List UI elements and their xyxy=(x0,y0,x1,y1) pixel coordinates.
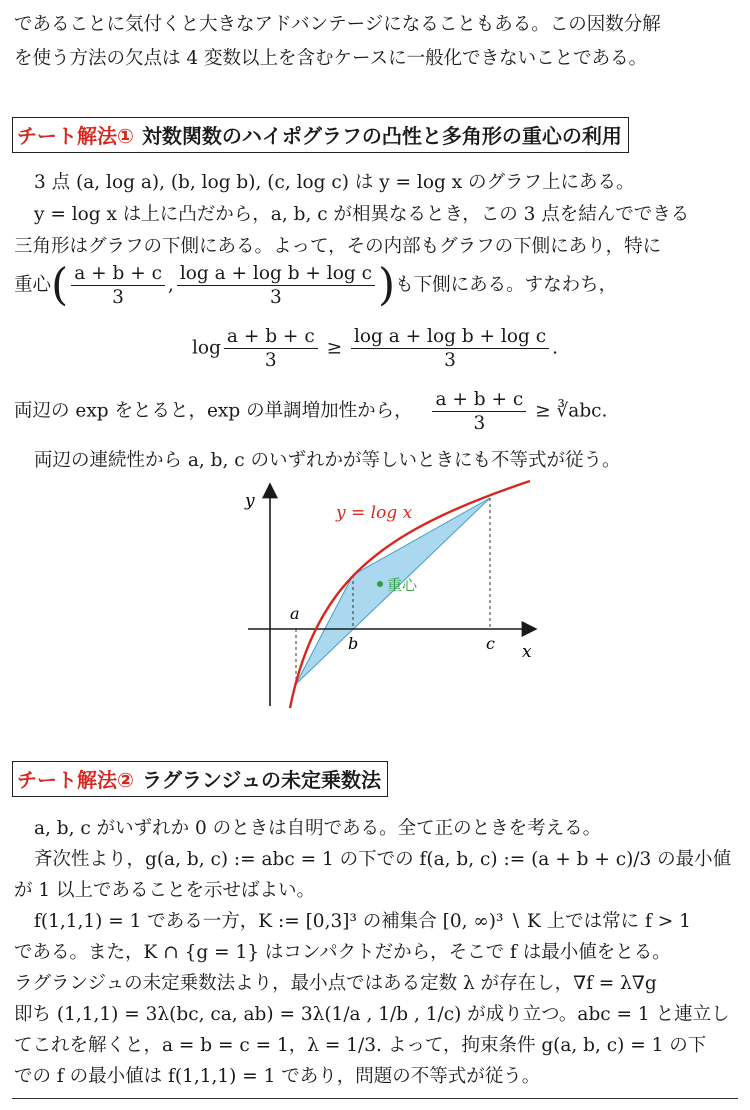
centroid-point xyxy=(377,581,383,587)
section1-tag: チート解法① xyxy=(17,124,134,148)
label-c: c xyxy=(486,634,495,653)
centroid-label: 重心 xyxy=(387,576,418,594)
section1-p2b: 三角形はグラフの下側にある。よって，その内部もグラフの下側にあり，特に xyxy=(14,236,662,257)
section2-heading xyxy=(12,761,388,797)
section1-p1: 3 点 (a, log a), (b, log b), (c, log c) は y = log x のグラフ上にある。 xyxy=(34,172,635,193)
centroid-prefix: 重心 xyxy=(14,274,52,296)
label-a: a xyxy=(290,604,300,623)
section1-p2a: y = log x は上に凸だから，a, b, c が相異なるとき，この 3 点を結んでできる xyxy=(34,204,690,225)
exp-line: 両辺の exp をとると，exp の単調増加性から， $\frac{a + b + c}{3}$ ≥ ∛abc. xyxy=(14,389,608,435)
intro-line-1: であることに気付くと大きなアドバンテージになることもある。この因数分解 xyxy=(14,14,661,35)
section2-tag: チート解法② xyxy=(17,768,134,792)
s2-line-1: a, b, c がいずれか 0 のときは自明である。全て正のときを考える。 xyxy=(34,818,602,839)
bottom-rule xyxy=(12,1098,738,1099)
x-axis-label: x xyxy=(522,642,532,662)
centroid-frac-2: $\frac{\text{log a + log b + log c}}{3}$ xyxy=(177,262,375,309)
s2-line-8: てこれを解くと，a = b = c = 1，λ = 1/3. よって，拘束条件 g(a, b, c) = 1 の下 xyxy=(14,1035,707,1056)
intro-line-2: を使う方法の欠点は 4 変数以上を含むケースに一般化できないことである。 xyxy=(14,48,648,69)
log-inequality: log $\frac{a + b + c}{3}$ ≥ $\frac{\text{log a + log b + log c}}{3}$ . xyxy=(192,326,558,372)
label-b: b xyxy=(348,634,359,653)
log-graph xyxy=(240,478,550,713)
centroid-suffix: も下側にある。すなわち， xyxy=(395,274,618,296)
s2-line-4: f(1,1,1) = 1 である一方，K := [0,3]³ の補集合 [0, ∞)³ ∖ K 上では常に f > 1 xyxy=(34,911,691,932)
centroid-frac-1: $\frac{a + b + c}{3}$ xyxy=(71,262,165,309)
section2-title: ラグランジュの未定乗数法 xyxy=(141,768,382,792)
y-axis-label: y xyxy=(245,491,255,511)
s2-line-3: が 1 以上であることを示せばよい。 xyxy=(14,880,316,901)
centroid-line: 重心( $\frac{a + b + c}{3}$ , $\frac{\text{log a + log b + log c}}{3}$ )も下側にある。すなわち， xyxy=(14,259,618,311)
section1-title: 対数関数のハイポグラフの凸性と多角形の重心の利用 xyxy=(141,124,622,148)
section1-heading xyxy=(12,117,629,153)
curve-label: y = log x xyxy=(336,503,413,523)
continuity-line: 両辺の連続性から a, b, c のいずれかが等しいときにも不等式が従う。 xyxy=(34,450,621,471)
s2-line-7: 即ち (1,1,1) = 3λ(bc, ca, ab) = 3λ(1/a , 1/b , 1/c) が成り立つ。abc = 1 と連立し xyxy=(14,1004,730,1025)
s2-line-5: である。また，K ∩ {g = 1} はコンパクトだから，そこで f は最小値をとる。 xyxy=(14,942,671,963)
s2-line-9: での f の最小値は f(1,1,1) = 1 であり，問題の不等式が従う。 xyxy=(14,1066,541,1087)
s2-line-6: ラグランジュの未定乗数法より，最小点ではある定数 λ が存在し，∇f = λ∇g xyxy=(14,973,657,994)
s2-line-2: 斉次性より，g(a, b, c) := abc = 1 の下での f(a, b, c) := (a + b + c)/3 の最小値 xyxy=(34,849,732,870)
